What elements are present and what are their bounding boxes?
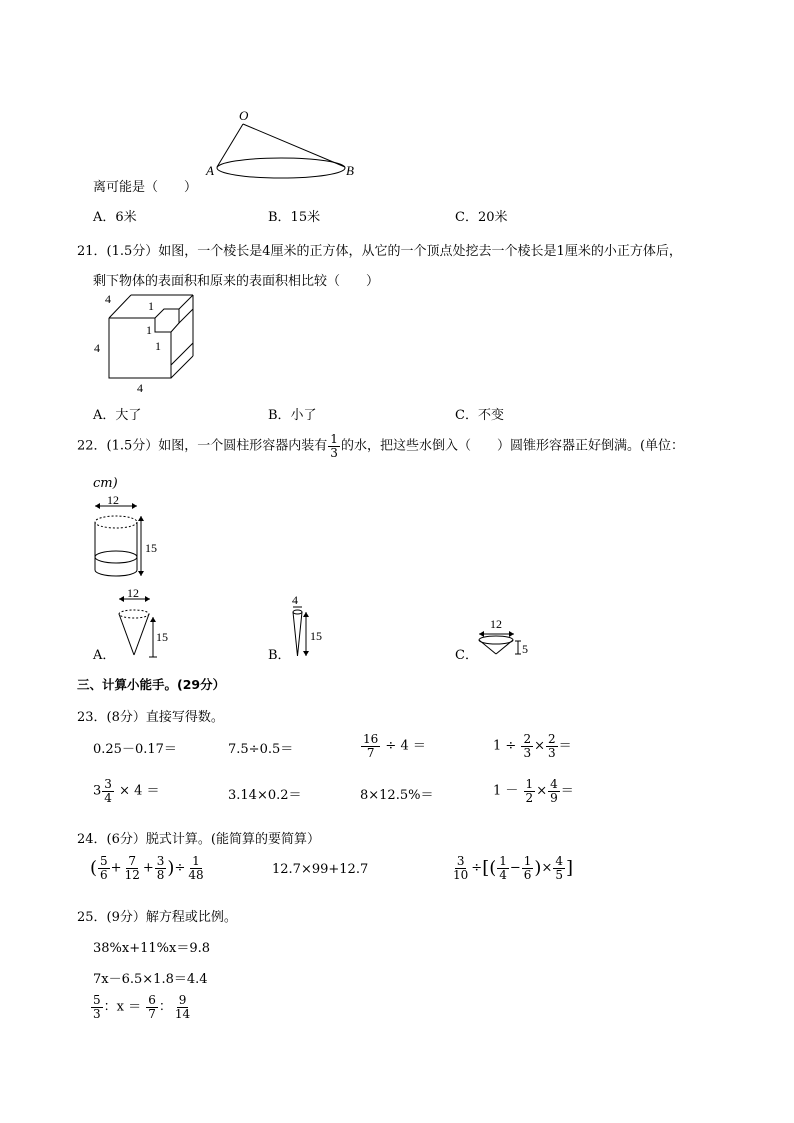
q23-r2-d: 1 － $\frac{1}{2}$ × $\frac{4}{9}$ ＝ [493,777,574,805]
q20-option-a[interactable]: A．6米 [93,210,137,225]
label-o: O [239,108,249,123]
cone-c-diameter: 12 [490,617,502,631]
q22-unit: cm) [93,476,118,491]
label-a: A [206,163,214,178]
cone-option-b[interactable] [285,590,335,660]
cube-label-bottom: 4 [137,381,143,395]
q25-eq-2: 7x－6.5×1.8＝4.4 [93,972,208,987]
cyl-height-label: 15 [145,541,157,555]
q22-stem: 22．(1.5分）如图，一个圆柱形容器内装有 $\frac{1}{3}$ 的水，把这些水倒入（ ）圆锥形容器正好倒满。(单位： [77,432,685,460]
cone-a-diameter: 12 [127,587,139,600]
q25-eq-3: $\frac{5}{3}$ ：x ＝ $\frac{6}{7}$ ： $\frac{9}{14}$ [93,993,191,1021]
q23-r1-b: 7.5÷0.5＝ [228,742,294,757]
q23-r2-a: 3 $\frac{3}{4}$ × 4 ＝ [93,777,160,805]
cube-figure-q21 [88,290,208,396]
q24-expr-3: $\frac{3}{10}$ ÷[( $\frac{1}{4}$ − $\frac{1}{6}$ )× $\frac{4}{5}$ ] [453,854,574,882]
q22-fraction: $\frac{1}{3}$ [330,432,338,460]
cone-b-diameter: 4 [292,593,298,607]
q21-option-c[interactable]: C．不变 [455,408,504,423]
label-b: B [346,163,354,178]
q21-option-b[interactable]: B．小了 [268,408,317,423]
cone-option-c[interactable] [476,614,546,660]
cube-label-left: 4 [94,341,100,355]
cone-figure-q20 [195,104,365,184]
notch-label-3: 1 [155,339,161,353]
notch-label-2: 1 [148,299,154,313]
q22-option-c-label[interactable]: C． [455,648,478,663]
cone-a-height: 15 [156,630,168,644]
cylinder-figure-q22 [88,496,178,586]
q23-r1-a: 0.25－0.17＝ [93,742,177,757]
q21-stem-line2: 剩下物体的表面积和原来的表面积相比较（ ） [93,274,380,289]
q24-expr-2: 12.7×99+12.7 [272,862,369,877]
q21-option-a[interactable]: A．大了 [93,408,142,423]
cube-label-top: 4 [105,292,111,306]
q21-stem-line1: 21．(1.5分）如图，一个棱长是4厘米的正方体，从它的一个顶点处挖去一个棱长是1厘米的小正方体后， [77,244,682,259]
q23-r1-d: 1 ÷ $\frac{2}{3}$ × $\frac{2}{3}$ ＝ [493,732,572,760]
q22-option-a-label[interactable]: A． [93,648,116,663]
q25-eq-1: 38%x+11%x＝9.8 [93,941,211,956]
cyl-diameter-label: 12 [107,496,119,507]
q20-option-c[interactable]: C．20米 [455,210,508,225]
q25-title: 25．(9分）解方程或比例。 [77,910,237,925]
q22-option-b-label[interactable]: B． [268,648,291,663]
q23-r1-c: $\frac{16}{7}$ ÷ 4 ＝ [363,732,426,760]
q24-title: 24．(6分）脱式计算。(能简算的要简算） [77,832,320,847]
q23-r2-b: 3.14×0.2＝ [228,788,302,803]
q23-r2-c: 8×12.5%＝ [360,788,434,803]
cone-option-a[interactable] [112,587,182,659]
q20-stem-tail: 离可能是（ ） [93,180,198,195]
q24-expr-1: ( $\frac{5}{6}$ + $\frac{7}{12}$ + $\frac{3}{8}$ )÷ $\frac{1}{48}$ [90,854,204,882]
cone-c-height: 5 [522,642,528,656]
notch-label-1: 1 [146,323,152,337]
q23-title: 23．(8分）直接写得数。 [77,710,224,725]
section-3-title: 三、计算小能手。(29分） [77,677,226,692]
q20-option-b[interactable]: B．15米 [268,210,321,225]
cone-b-height: 15 [310,629,322,643]
